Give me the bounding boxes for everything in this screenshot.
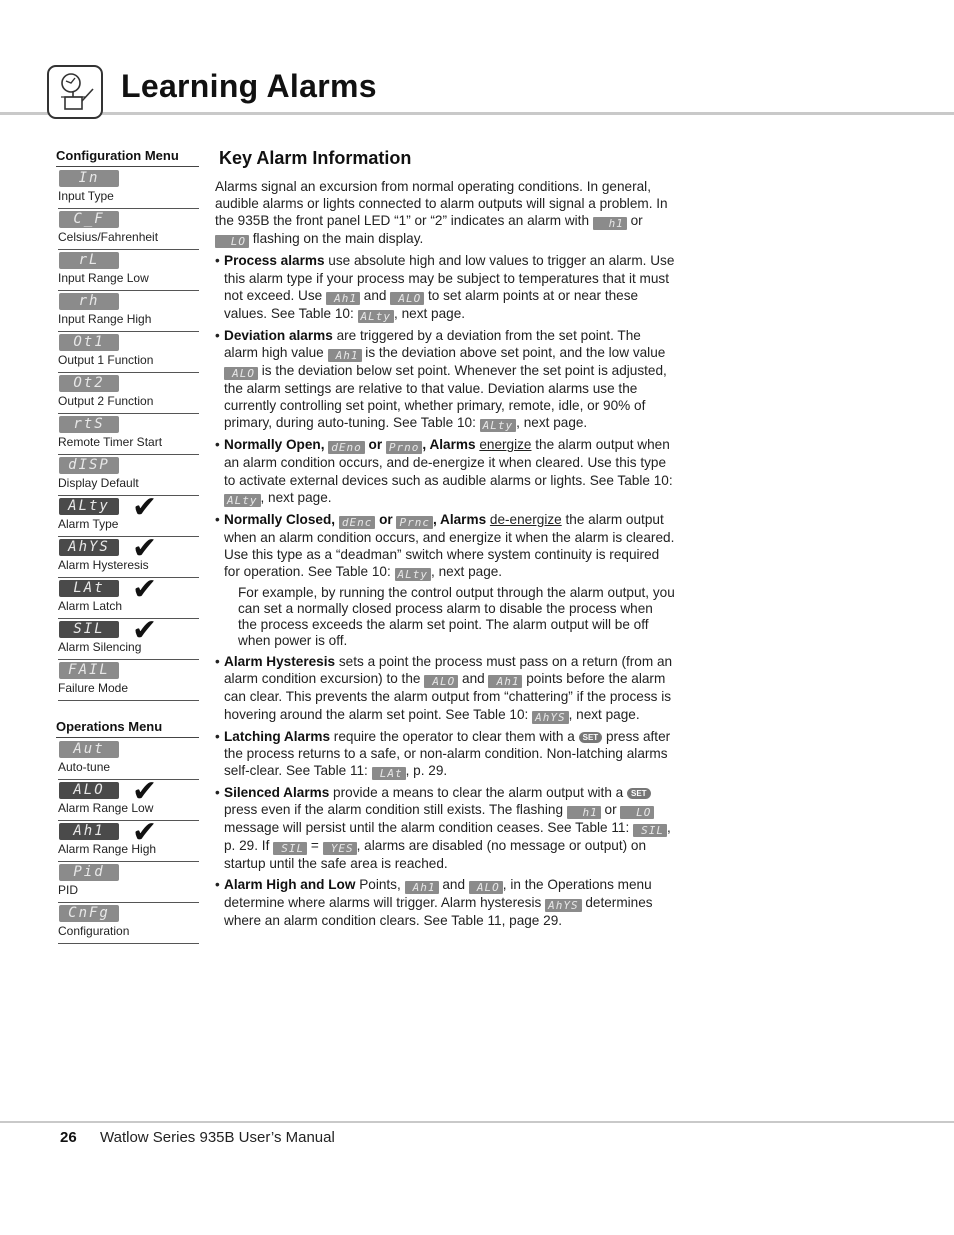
ops-menu-heading: Operations Menu bbox=[56, 719, 163, 734]
lcd-display bbox=[59, 539, 119, 556]
lcd-code: AhYS bbox=[545, 899, 582, 912]
lcd-code: SIL bbox=[633, 824, 667, 837]
lcd-code: Aut bbox=[73, 741, 105, 757]
lcd-code: AhYS bbox=[532, 711, 569, 724]
lcd-display bbox=[59, 621, 119, 638]
lcd-code: SIL bbox=[73, 621, 105, 637]
config-menu-item bbox=[58, 531, 199, 578]
lcd-code: Ah1 bbox=[328, 349, 362, 362]
lcd-code: Ot1 bbox=[73, 334, 105, 350]
lcd-code: ALO bbox=[73, 782, 105, 798]
checkmark-icon: ✔ bbox=[132, 815, 158, 850]
lcd-code: C_F bbox=[73, 211, 105, 227]
ops-menu-item bbox=[58, 815, 199, 862]
bullet-alarm-high-low: • Alarm High and Low Points, Ah1 and ALO , in the Operations menu determine where alarms will trigger. Alarm hysteresis AhYS determines where an alarm condition clears. See Table 11, page 29. bbox=[215, 876, 675, 929]
lcd-code: LAt bbox=[73, 580, 105, 596]
lcd-code: SIL bbox=[273, 842, 307, 855]
lcd-code: LAt bbox=[372, 767, 406, 780]
lcd-code: ALty bbox=[358, 310, 395, 323]
menu-item-label: Remote Timer Start bbox=[58, 435, 163, 449]
lcd-display bbox=[59, 252, 119, 269]
lcd-display bbox=[59, 211, 119, 228]
lcd-code: rh bbox=[78, 293, 100, 309]
bullet-deviation-alarms: • Deviation alarms are triggered by a deviation from the set point. The alarm high value Ah1 is the deviation above set point, and the low value ALO is the deviation below set point. Whenever the set point is adjusted, the alarm settings are relative to that value. Deviation alarms use the currently controlling set point, whether primary, remote, idle, or 90% of primary, during auto-tuning. See Table 10: ALty , next page. bbox=[215, 327, 675, 433]
menu-item-label: Input Range Low bbox=[58, 271, 149, 285]
lcd-code: ALty bbox=[395, 568, 432, 581]
config-menu-item bbox=[58, 613, 199, 660]
config-menu-item bbox=[58, 250, 199, 291]
lcd-code: Prno bbox=[386, 441, 423, 454]
menu-item-label: Output 1 Function bbox=[58, 353, 154, 367]
bullet-normally-closed: • Normally Closed, dEnc or Prnc , Alarms de-energize the alarm output when an alarm condition occurs, and energize it when the alarm is cleared. Use this type as a “deadman” switch where system continuity is required for operation. See Table 10: ALty , next page. bbox=[215, 511, 675, 581]
bullet-alarm-hysteresis: • Alarm Hysteresis sets a point the process must pass on a return (from an alarm condition excursion) to the ALO and Ah1 points before the alarm can clear. This prevents the alarm output from “chattering” if the process is hovering around the alarm set point. See Table 10: AhYS , next page. bbox=[215, 653, 675, 723]
lcd-code: ALty bbox=[480, 419, 517, 432]
menu-item-label: Output 2 Function bbox=[58, 394, 154, 408]
menu-item-label: Display Default bbox=[58, 476, 139, 490]
ops-menu-item bbox=[58, 774, 199, 821]
menu-item-label: PID bbox=[58, 883, 79, 897]
menu-item-label: Alarm Type bbox=[58, 517, 119, 531]
lcd-code: ALty bbox=[224, 494, 261, 507]
lcd-display bbox=[59, 293, 119, 310]
lcd-code: LO bbox=[215, 235, 249, 248]
config-menu-item bbox=[58, 291, 199, 332]
lcd-code: ALty bbox=[68, 498, 110, 514]
bullet-process-alarms: • Process alarms use absolute high and low values to trigger an alarm. Use this alarm type if your process may be subject to temperatures that it must not exceed. Use Ah1 and ALO to set alarm points at or near these values. See Table 10: ALty , next page. bbox=[215, 252, 675, 322]
menu-item-label: Input Type bbox=[58, 189, 114, 203]
checkmark-icon: ✔ bbox=[132, 613, 158, 648]
lcd-code: h1 bbox=[567, 806, 601, 819]
config-menu-item bbox=[58, 332, 199, 373]
page-number: 26 bbox=[60, 1129, 77, 1146]
bullet-latching-alarms: • Latching Alarms require the operator to clear them with a SET press after the process returns to a safe, or non-alarm condition. Non-latching alarms self-clear. See Table 11: LAt , p. 29. bbox=[215, 728, 675, 780]
menu-item-label: Alarm Hysteresis bbox=[58, 558, 149, 572]
lcd-display bbox=[59, 864, 119, 881]
example-paragraph: For example, by running the control output through the alarm output, you can set a normally closed process alarm to disable the process when the process exceeds the alarm set point. The alarm output will be off when power is off. bbox=[238, 585, 675, 649]
bullet-silenced-alarms: • Silenced Alarms provide a means to clear the alarm output with a SET press even if the alarm condition still exists. The flashing h1 or LO message will persist until the alarm condition ceases. See Table 11: SIL , p. 29. If SIL = YES , alarms are disabled (no message or output) on startup until the safe area is reached. bbox=[215, 784, 675, 872]
config-menu-heading: Configuration Menu bbox=[56, 148, 179, 163]
config-menu-item bbox=[58, 490, 199, 537]
lcd-display bbox=[59, 782, 119, 799]
set-key-icon: SET bbox=[627, 788, 651, 799]
menu-item-label: Input Range High bbox=[58, 312, 152, 326]
header-rule bbox=[0, 112, 954, 115]
config-menu-item bbox=[58, 414, 199, 455]
lcd-code: FAIL bbox=[68, 662, 110, 678]
lcd-code: Ah1 bbox=[488, 675, 522, 688]
lcd-code: ALO bbox=[469, 881, 503, 894]
lcd-code: CnFg bbox=[68, 905, 110, 921]
intro-paragraph: Alarms signal an excursion from normal operating conditions. In general, audible alarms or lights connected to alarm outputs will signal a problem. In the 935B the front panel LED “1” or “2” indicates an alarm with h1 or LO flashing on the main display. bbox=[215, 179, 668, 249]
ops-menu-item bbox=[58, 739, 199, 780]
ops-menu-item bbox=[58, 903, 199, 944]
lcd-code: AhYS bbox=[68, 539, 110, 555]
config-menu-item bbox=[58, 572, 199, 619]
bullet-normally-open: • Normally Open, dEno or Prno , Alarms energize the alarm output when an alarm condition occurs, and de-energize it when cleared. Use this type to activate external devices such as audible alarms or lights. See Table 10: ALty , next page. bbox=[215, 436, 675, 506]
menu-heading-rule bbox=[56, 737, 199, 738]
checkmark-icon: ✔ bbox=[132, 490, 158, 525]
lcd-code: dISP bbox=[68, 457, 110, 473]
config-menu-item bbox=[58, 209, 199, 250]
lcd-code: YES bbox=[323, 842, 357, 855]
checkmark-icon: ✔ bbox=[132, 572, 158, 607]
lcd-code: Ah1 bbox=[405, 881, 439, 894]
section-title: Key Alarm Information bbox=[219, 148, 412, 168]
lcd-code: In bbox=[78, 170, 100, 186]
menu-item-label: Configuration bbox=[58, 924, 130, 938]
lcd-code: Prnc bbox=[396, 516, 433, 529]
menu-item-label: Celsius/Fahrenheit bbox=[58, 230, 159, 244]
lcd-code: ALO bbox=[390, 292, 424, 305]
lcd-display bbox=[59, 662, 119, 679]
menu-item-label: Alarm Latch bbox=[58, 599, 123, 613]
menu-heading-rule bbox=[56, 166, 199, 167]
lcd-display bbox=[59, 375, 119, 392]
lcd-code: dEno bbox=[328, 441, 365, 454]
lcd-display bbox=[59, 823, 119, 840]
lcd-code: rtS bbox=[73, 416, 105, 432]
lcd-display bbox=[59, 741, 119, 758]
lcd-code: Pid bbox=[73, 864, 105, 880]
lcd-code: Ah1 bbox=[326, 292, 360, 305]
lcd-display bbox=[59, 457, 119, 474]
main-content bbox=[215, 178, 675, 934]
alarm-bell-icon bbox=[47, 65, 103, 119]
manual-title: Watlow Series 935B User’s Manual bbox=[100, 1129, 335, 1146]
lcd-code: ALO bbox=[224, 367, 258, 380]
ops-menu-item bbox=[58, 862, 199, 903]
footer-rule bbox=[0, 1121, 954, 1123]
lcd-display bbox=[59, 905, 119, 922]
lcd-display bbox=[59, 334, 119, 351]
lcd-code: dEnc bbox=[339, 516, 376, 529]
lcd-display bbox=[59, 580, 119, 597]
set-key-icon: SET bbox=[579, 732, 603, 743]
lcd-code: h1 bbox=[593, 217, 627, 230]
menu-item-label: Alarm Range High bbox=[58, 842, 157, 856]
config-menu-item bbox=[58, 660, 199, 701]
lcd-code: rL bbox=[78, 252, 100, 268]
menu-item-label: Auto-tune bbox=[58, 760, 111, 774]
lcd-display bbox=[59, 170, 119, 187]
config-menu-item bbox=[58, 168, 199, 209]
checkmark-icon: ✔ bbox=[132, 774, 158, 809]
checkmark-icon: ✔ bbox=[132, 531, 158, 566]
lcd-display bbox=[59, 498, 119, 515]
lcd-code: Ah1 bbox=[73, 823, 105, 839]
menu-item-label: Alarm Range Low bbox=[58, 801, 154, 815]
page-title: Learning Alarms bbox=[121, 68, 377, 104]
menu-item-label: Failure Mode bbox=[58, 681, 129, 695]
menu-item-label: Alarm Silencing bbox=[58, 640, 142, 654]
config-menu-item bbox=[58, 455, 199, 496]
lcd-display bbox=[59, 416, 119, 433]
config-menu-item bbox=[58, 373, 199, 414]
lcd-code: LO bbox=[620, 806, 654, 819]
lcd-code: ALO bbox=[424, 675, 458, 688]
lcd-code: Ot2 bbox=[73, 375, 105, 391]
